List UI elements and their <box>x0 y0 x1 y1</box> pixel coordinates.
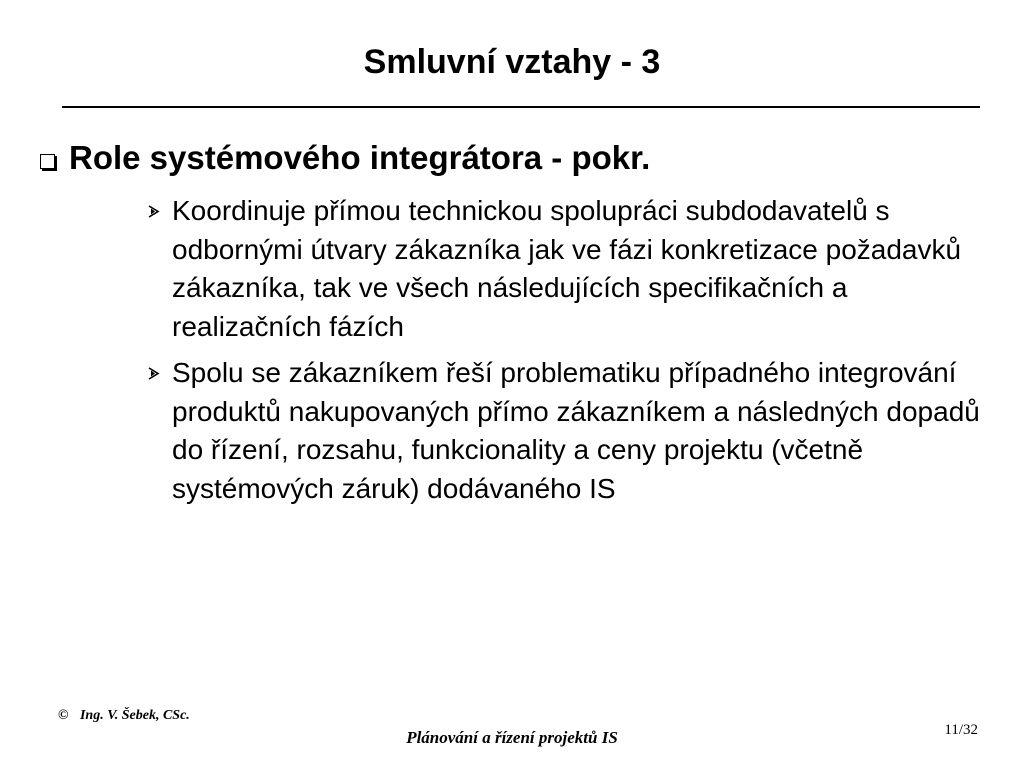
sub-bullet-item <box>148 354 998 508</box>
slide-title: Smluvní vztahy - 3 <box>363 43 661 81</box>
footer-course-title: Plánování a řízení projektů IS <box>406 728 618 747</box>
arrow-bullet-icon <box>148 354 172 380</box>
main-bullet-item <box>40 134 1000 182</box>
arrow-bullet-icon <box>148 192 172 218</box>
main-bullet-text: Role systémového integrátora - pokr. <box>69 139 651 176</box>
footer-author <box>58 708 190 724</box>
author-name: Ing. V. Šebek, CSc. <box>79 708 190 723</box>
sub-bullet-text: Spolu se zákazníkem řeší problematiku případného integrování produktů nakupovaných přímo zákazníkem a následných dopadů do řízení, rozsahu, funkcionality a ceny projektu (včetně systémových záruk) dodávaného IS <box>172 357 980 504</box>
sub-bullet-list <box>148 192 998 516</box>
sub-bullet-text: Koordinuje přímou technickou spolupráci subdodavatelů s odbornými útvary zákazníka jak ve fázi konkretizace požadavků zákazníka, tak ve všech následujících specifikačních a realizačních fázích <box>172 195 962 342</box>
square-bullet-icon <box>40 154 55 169</box>
page-number: 11/32 <box>944 722 978 738</box>
title-divider <box>62 106 980 108</box>
sub-bullet-item <box>148 192 998 346</box>
copyright-symbol: © <box>58 708 69 723</box>
